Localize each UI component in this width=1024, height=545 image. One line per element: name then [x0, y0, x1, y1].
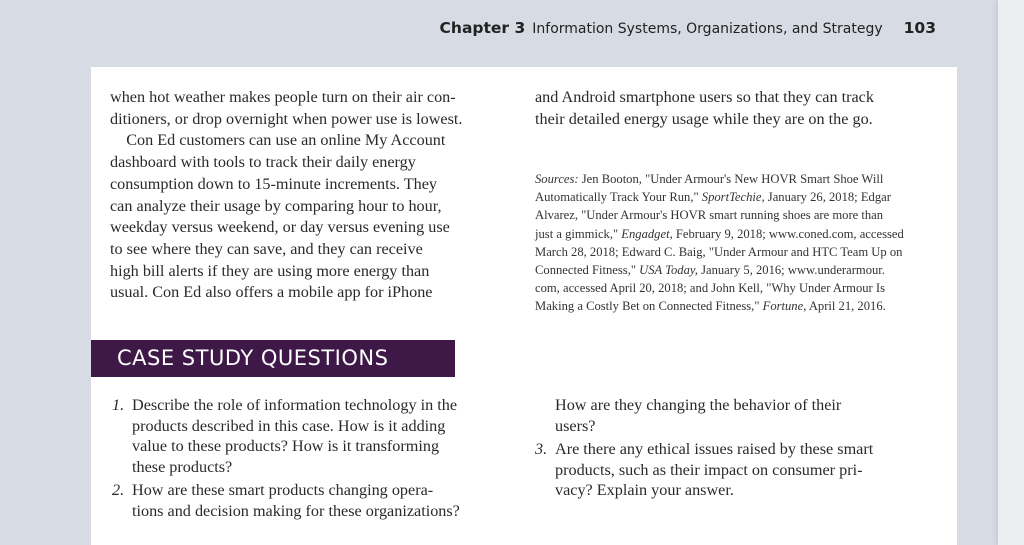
source-line: [535, 261, 904, 279]
source-text: Jen Booton, "Under Armour's New HOVR Smart Shoe Will: [578, 172, 884, 186]
source-line: [535, 170, 904, 188]
text-line: can analyze their usage by comparing hour to hour,: [110, 196, 442, 215]
question-3: [535, 439, 874, 501]
source-text: January 5, 2016; www.underarmour.: [697, 263, 885, 278]
question-line: vacy? Explain your answer.: [555, 481, 734, 499]
source-line: [535, 188, 904, 206]
source-text: April 21, 2016.: [806, 299, 886, 314]
question-line: tions and decision making for these organizations?: [132, 501, 460, 520]
question-line: products, such as their impact on consumer pri-: [555, 460, 863, 479]
question-line: How are they changing the behavior of their: [555, 396, 842, 414]
text-line: Con Ed customers can use an online My Account: [110, 131, 446, 150]
text-line: dashboard with tools to track their daily energy: [110, 153, 416, 172]
question-2: [112, 480, 460, 521]
chapter-title: Information Systems, Organizations, and Strategy: [532, 21, 883, 37]
text-line: their detailed energy usage while they are on the go.: [535, 109, 873, 128]
source-text: Making a Costly Bet on Connected Fitness,": [535, 299, 763, 314]
question-1: [112, 395, 457, 477]
source-text: Fortune,: [762, 299, 807, 314]
question-line: value to these products? How is it transforming: [132, 437, 440, 455]
chapter-label: Chapter 3: [439, 19, 526, 37]
source-text: SportTechie,: [701, 190, 765, 205]
text-line: weekday versus weekend, or day versus evening use: [110, 218, 450, 237]
running-header: [440, 19, 936, 37]
question-number: 2.: [112, 481, 125, 499]
source-line: [535, 279, 904, 297]
right-column-text: [535, 87, 874, 130]
question-line: How are these smart products changing opera-: [132, 481, 434, 499]
text-line: to see where they can save, and they can receive: [110, 239, 423, 258]
source-text: January 26, 2018; Edgar: [764, 190, 891, 205]
page-edge: [998, 0, 1024, 545]
question-number: 1.: [112, 396, 125, 414]
source-line: [535, 243, 904, 261]
text-line: ditioners, or drop overnight when power use is lowest.: [110, 109, 463, 128]
source-text: just a gimmick,": [535, 226, 622, 241]
question-line: Describe the role of information technology in the: [132, 396, 457, 414]
source-text: February 9, 2018; www.coned.com, accessed: [672, 226, 904, 241]
source-text: Sources:: [535, 172, 579, 186]
question-2-continued: [555, 395, 841, 436]
text-line: when hot weather makes people turn on their air con-: [110, 88, 456, 106]
source-text: Connected Fitness,": [535, 263, 640, 278]
case-study-heading: CASE STUDY QUESTIONS: [91, 340, 455, 377]
question-line: Are there any ethical issues raised by these smart: [555, 440, 874, 458]
sources-note: [535, 170, 904, 316]
text-line: consumption down to 15-minute increments. They: [110, 174, 437, 193]
source-text: March 28, 2018; Edward C. Baig, "Under Armour and HTC Team Up on: [535, 244, 903, 259]
question-line: these products?: [132, 457, 233, 476]
source-line: [535, 206, 904, 224]
page-number: 103: [903, 19, 936, 37]
question-number: 3.: [535, 440, 548, 458]
source-text: USA Today,: [639, 263, 698, 278]
text-line: usual. Con Ed also offers a mobile app for iPhone: [110, 283, 433, 302]
source-text: Engadget,: [621, 226, 673, 241]
question-line: users?: [555, 416, 596, 435]
question-line: products described in this case. How is it adding: [132, 416, 446, 435]
text-line: and Android smartphone users so that they can track: [535, 88, 874, 106]
source-text: Automatically Track Your Run,": [535, 190, 702, 205]
source-line: [535, 297, 904, 315]
left-column-text: [110, 87, 462, 304]
source-text: com, accessed April 20, 2018; and John Kell, "Why Under Armour Is: [535, 281, 885, 296]
text-line: high bill alerts if they are using more energy than: [110, 261, 430, 280]
source-text: Alvarez, "Under Armour's HOVR smart running shoes are more than: [535, 208, 884, 223]
source-line: [535, 225, 904, 243]
